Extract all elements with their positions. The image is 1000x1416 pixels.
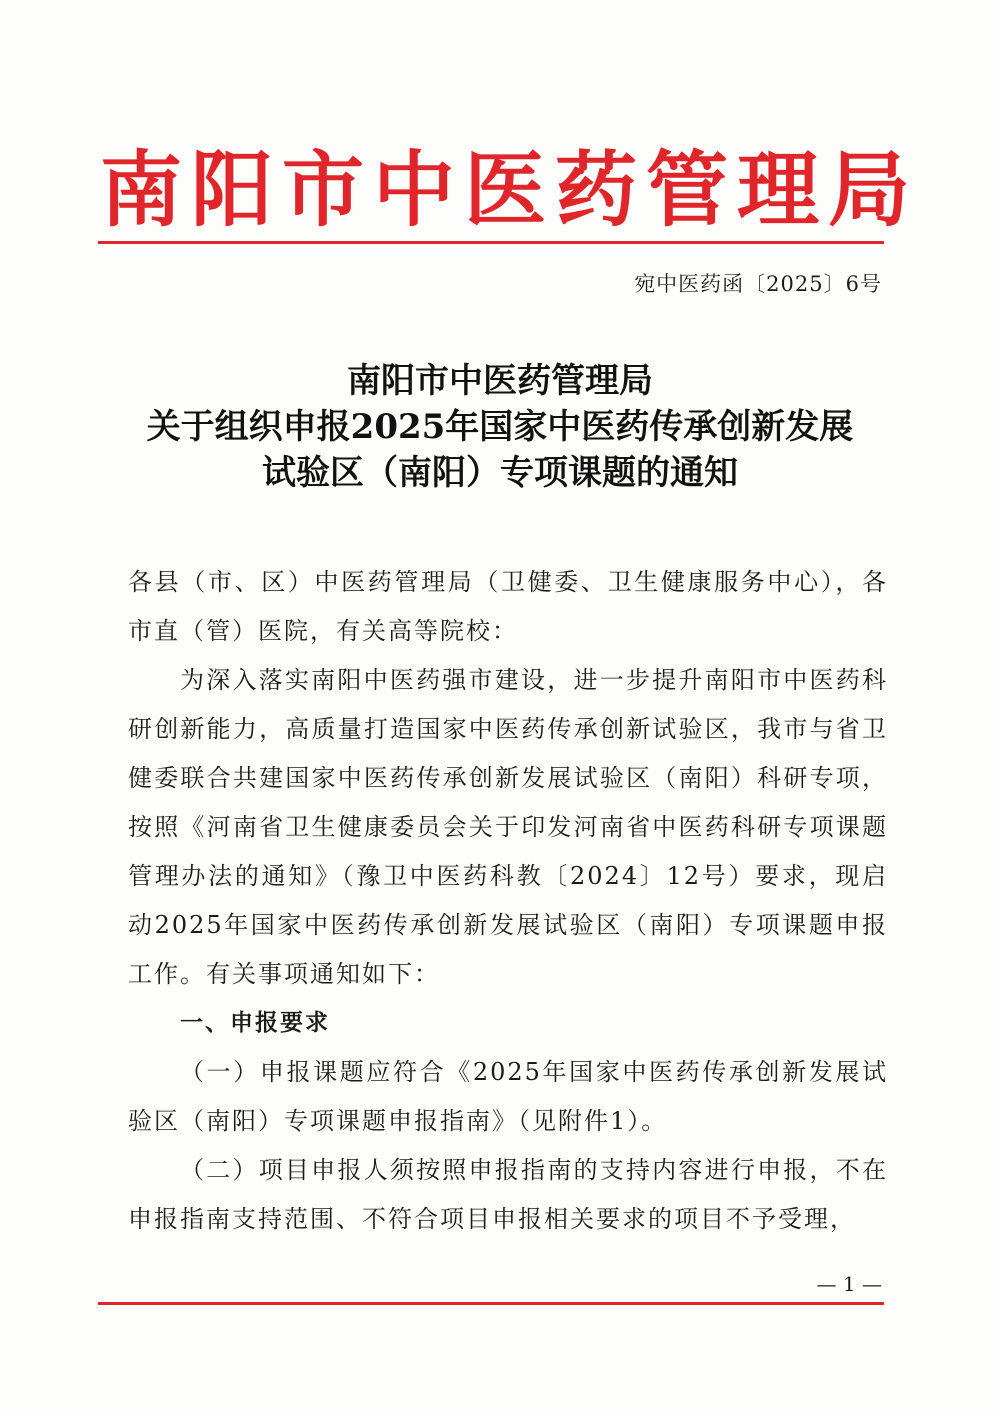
document-title (100, 358, 900, 496)
intro-paragraph: 为深入落实南阳中医药强市建设，进一步提升南阳市中医药科研创新能力，高质量打造国家中医药传承创新试验区，我市与省卫健委联合共建国家中医药传承创新发展试验区（南阳）科研专项，按照《河南省卫生健康委员会关于印发河南省中医药科研专项课题管理办法的通知》（豫卫中医药科教〔2024〕12号）要求，现启动2025年国家中医药传承创新发展试验区（南阳）专项课题申报工作。有关事项通知如下： (128, 666, 888, 988)
requirement-item-1: （一）申报课题应符合《2025年国家中医药传承创新发展试验区（南阳）专项课题申报指南》（见附件1）。 (128, 1058, 888, 1135)
letterhead-red-rule (98, 241, 884, 244)
salutation-paragraph: 各县（市、区）中医药管理局（卫健委、卫生健康服务中心），各市直（管）医院，有关高等院校： (128, 568, 888, 645)
document-number: 宛中医药函〔2025〕6号 (634, 272, 882, 296)
section-heading-requirements: 一、申报要求 (180, 1010, 330, 1036)
title-line-3: 试验区（南阳）专项课题的通知 (262, 453, 738, 493)
title-line-2: 关于组织申报2025年国家中医药传承创新发展 (146, 407, 854, 447)
letterhead-org-name: 南阳市中医药管理局 (100, 142, 920, 238)
requirement-item-2: （二）项目申报人须按照申报指南的支持内容进行申报，不在申报指南支持范围、不符合项目申报相关要求的项目不予受理， (128, 1156, 888, 1233)
document-body (128, 558, 888, 1244)
footer-red-rule (98, 1302, 884, 1305)
page-number: — 1 — (816, 1272, 882, 1296)
title-line-1: 南阳市中医药管理局 (347, 361, 653, 401)
